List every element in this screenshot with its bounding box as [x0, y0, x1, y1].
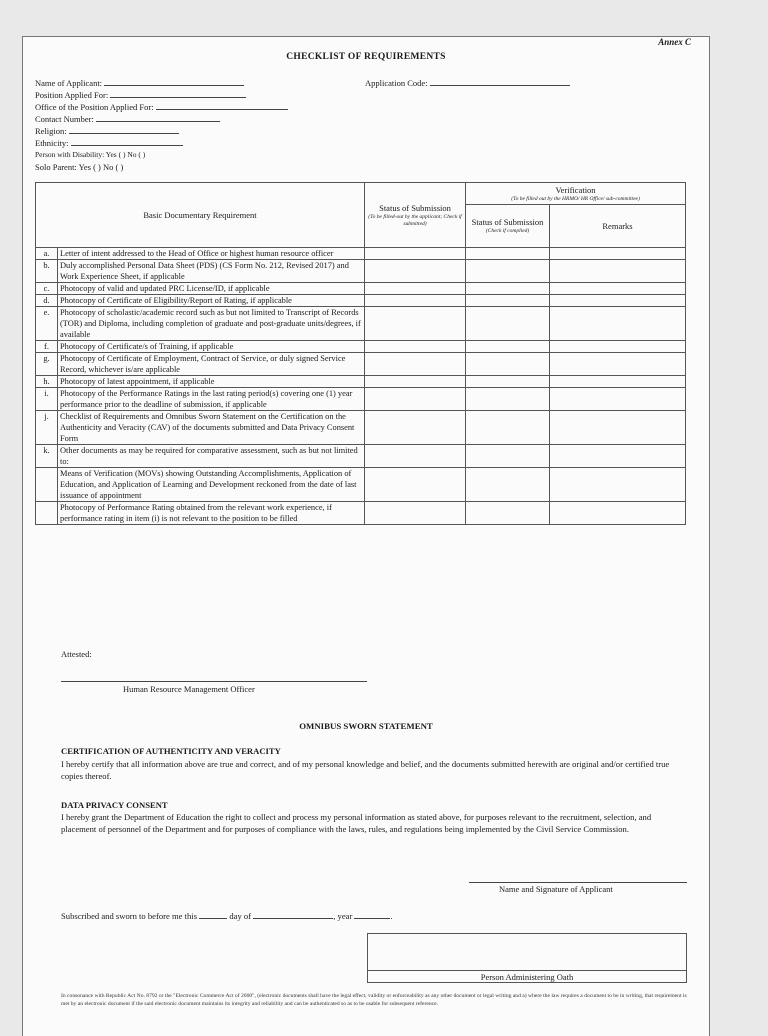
table-row [36, 468, 686, 502]
verify-checkbox-cell[interactable] [466, 341, 550, 353]
sworn-month-field[interactable] [253, 910, 333, 919]
contact-field[interactable]: Contact Number: [35, 113, 288, 125]
remarks-cell[interactable] [550, 468, 686, 502]
requirement-text: Photocopy of Certificate/s of Training, if applicable [58, 341, 365, 353]
position-field[interactable]: Position Applied For: [35, 89, 288, 101]
solo-parent-options[interactable]: Yes ( ) No ( ) [78, 162, 124, 172]
requirement-text: Photocopy of Certificate of Employment, Contract of Service, or duly signed Service Record, whichever is/are applicable [58, 353, 365, 376]
col-status-note: (To be filled-out by the applicant; Check if submitted) [368, 213, 462, 227]
col-ver-status-note: (Check if complied) [485, 228, 530, 234]
requirement-text: Photocopy of latest appointment, if applicable [58, 376, 365, 388]
remarks-cell[interactable] [550, 341, 686, 353]
table-row [36, 502, 686, 525]
table-row: k. Other documents as may be required for comparative assessment, such as but not limited to: [36, 445, 686, 468]
remarks-cell[interactable] [550, 376, 686, 388]
remarks-cell[interactable] [550, 502, 686, 525]
requirement-text: Photocopy of Certificate of Eligibility/Report of Rating, if applicable [58, 295, 365, 307]
remarks-cell[interactable] [550, 445, 686, 468]
annex-label: Annex C [658, 37, 691, 47]
status-checkbox-cell[interactable] [365, 295, 466, 307]
applicant-fields [35, 77, 288, 173]
sworn-day-field[interactable] [199, 910, 227, 919]
verify-checkbox-cell[interactable] [466, 248, 550, 260]
verify-checkbox-cell[interactable] [466, 502, 550, 525]
status-checkbox-cell[interactable] [365, 445, 466, 468]
hrmo-signature-line[interactable] [61, 681, 367, 682]
dpc-text: I hereby grant the Department of Education the right to collect and process my personal information as stated above, for purposes relevant to the recruitment, selection, and placement of personnel of the Department and for purposes of compliance with the laws, rules, and regulations being implemented by the Civil Service Commission. [61, 812, 652, 834]
col-status: Status of Submission (To be filled-out by the applicant; Check if submitted) [365, 183, 466, 248]
verify-checkbox-cell[interactable] [466, 411, 550, 445]
solo-parent-field[interactable]: Solo Parent: Yes ( ) No ( ) [35, 162, 124, 172]
verify-checkbox-cell[interactable] [466, 307, 550, 341]
omnibus-title: OMNIBUS SWORN STATEMENT [299, 721, 433, 731]
status-checkbox-cell[interactable] [365, 260, 466, 283]
table-row: e. Photocopy of scholastic/academic record such as but not limited to Transcript of Records (TOR) and Diploma, including completion of graduate and post-graduate units/degrees, if available [36, 307, 686, 341]
verify-checkbox-cell[interactable] [466, 353, 550, 376]
hrmo-label: Human Resource Management Officer [123, 684, 255, 694]
requirement-text: Means of Verification (MOVs) showing Outstanding Accomplishments, Application of Education, and Application of Learning and Development reckoned from the date of last issuance of appointment [58, 468, 365, 502]
dpc-heading: DATA PRIVACY CONSENT [61, 800, 168, 810]
status-checkbox-cell[interactable] [365, 353, 466, 376]
table-row: h. Photocopy of latest appointment, if applicable [36, 376, 686, 388]
status-checkbox-cell[interactable] [365, 388, 466, 411]
name-field[interactable]: Name of Applicant: [35, 77, 288, 89]
application-code-field[interactable]: Application Code: [365, 77, 570, 88]
table-row: i. Photocopy of the Performance Ratings in the last rating period(s) covering one (1) year performance prior to the deadline of submission, if applicable [36, 388, 686, 411]
page-title: CHECKLIST OF REQUIREMENTS [286, 52, 446, 62]
verify-checkbox-cell[interactable] [466, 376, 550, 388]
applicant-signature-line[interactable] [469, 882, 687, 883]
pwd-field[interactable]: Person with Disability: Yes ( ) No ( ) [35, 150, 146, 159]
document-page [22, 36, 710, 1036]
requirement-text: Photocopy of the Performance Ratings in the last rating period(s) covering one (1) year performance prior to the deadline of submission, if applicable [58, 388, 365, 411]
remarks-cell[interactable] [550, 283, 686, 295]
status-checkbox-cell[interactable] [365, 468, 466, 502]
sworn-year-field[interactable] [354, 910, 390, 919]
requirement-text: Photocopy of valid and updated PRC License/ID, if applicable [58, 283, 365, 295]
col-verification-note: (To be filled out by the HRMO/ HR Office/ sub-committee) [511, 195, 640, 202]
verify-checkbox-cell[interactable] [466, 445, 550, 468]
table-row: g. Photocopy of Certificate of Employment, Contract of Service, or duly signed Service Record, whichever is/are applicable [36, 353, 686, 376]
pwd-options[interactable]: Yes ( ) No ( ) [105, 150, 146, 159]
remarks-cell[interactable] [550, 248, 686, 260]
cav-heading: CERTIFICATION OF AUTHENTICITY AND VERACITY [61, 746, 281, 756]
remarks-cell[interactable] [550, 353, 686, 376]
requirement-text: Checklist of Requirements and Omnibus Sworn Statement on the Certification on the Authenticity and Veracity (CAV) of the documents submitted and Data Privacy Consent Form [58, 411, 365, 445]
religion-field[interactable]: Religion: [35, 125, 288, 137]
requirement-text: Letter of intent addressed to the Head of Office or highest human resource officer [58, 248, 365, 260]
status-checkbox-cell[interactable] [365, 248, 466, 260]
col-requirement: Basic Documentary Requirement [36, 183, 365, 248]
cav-text: I hereby certify that all information above are true and correct, and of my personal knowledge and belief, and the documents submitted herewith are original and/or certified true copies thereof. [61, 759, 670, 781]
table-row: b. Duly accomplished Personal Data Sheet (PDS) (CS Form No. 212, Revised 2017) and Work Experience Sheet, if applicable [36, 260, 686, 283]
table-row: f. Photocopy of Certificate/s of Training, if applicable [36, 341, 686, 353]
table-row: a. Letter of intent addressed to the Head of Office or highest human resource officer [36, 248, 686, 260]
status-checkbox-cell[interactable] [365, 376, 466, 388]
office-field[interactable]: Office of the Position Applied For: [35, 101, 288, 113]
requirement-text: Duly accomplished Personal Data Sheet (PDS) (CS Form No. 212, Revised 2017) and Work Experience Sheet, if applicable [58, 260, 365, 283]
requirements-table [35, 182, 686, 525]
status-checkbox-cell[interactable] [365, 307, 466, 341]
status-checkbox-cell[interactable] [365, 341, 466, 353]
table-row: c. Photocopy of valid and updated PRC License/ID, if applicable [36, 283, 686, 295]
legal-footnote: In consonance with Republic Act No. 8792 or the "Electronic Commerce Act of 2000", (electronic documents shall have the legal effect, validity or enforceability as any other document or legal writing and a) where the law requires a document to be in writing, that requirement is met by an electronic document if the said electronic document maintains its integrity and reliability and can be authenticated so as to be usable for subsequent reference. [61, 993, 687, 1007]
table-row: d. Photocopy of Certificate of Eligibility/Report of Rating, if applicable [36, 295, 686, 307]
col-ver-status: Status of Submission (Check if complied) [466, 205, 550, 248]
col-verification: Verification (To be filled out by the HRMO/ HR Office/ sub-committee) [466, 183, 686, 205]
verify-checkbox-cell[interactable] [466, 468, 550, 502]
applicant-signature-label: Name and Signature of Applicant [499, 884, 613, 894]
requirement-text: Other documents as may be required for comparative assessment, such as but not limited to: [58, 445, 365, 468]
status-checkbox-cell[interactable] [365, 411, 466, 445]
table-row: j. Checklist of Requirements and Omnibus Sworn Statement on the Certification on the Authenticity and Veracity (CAV) of the documents submitted and Data Privacy Consent Form [36, 411, 686, 445]
ethnicity-field[interactable]: Ethnicity: [35, 137, 288, 149]
remarks-cell[interactable] [550, 388, 686, 411]
oath-label: Person Administering Oath [368, 970, 686, 982]
attested-label: Attested: [61, 649, 92, 659]
verify-checkbox-cell[interactable] [466, 260, 550, 283]
verify-checkbox-cell[interactable] [466, 295, 550, 307]
sworn-statement: Subscribed and sworn to before me this day of , year . [61, 911, 393, 921]
status-checkbox-cell[interactable] [365, 502, 466, 525]
requirement-text: Photocopy of Performance Rating obtained from the relevant work experience, if performance rating in item (i) is not relevant to the position to be filled [58, 502, 365, 525]
verify-checkbox-cell[interactable] [466, 388, 550, 411]
requirement-text: Photocopy of scholastic/academic record such as but not limited to Transcript of Records (TOR) and Diploma, including completion of graduate and post-graduate units/degrees, if available [58, 307, 365, 341]
remarks-cell[interactable] [550, 295, 686, 307]
status-checkbox-cell[interactable] [365, 283, 466, 295]
col-remarks: Remarks [550, 205, 686, 248]
verify-checkbox-cell[interactable] [466, 283, 550, 295]
remarks-cell[interactable] [550, 307, 686, 341]
remarks-cell[interactable] [550, 260, 686, 283]
oath-signature-box[interactable] [367, 933, 687, 983]
remarks-cell[interactable] [550, 411, 686, 445]
